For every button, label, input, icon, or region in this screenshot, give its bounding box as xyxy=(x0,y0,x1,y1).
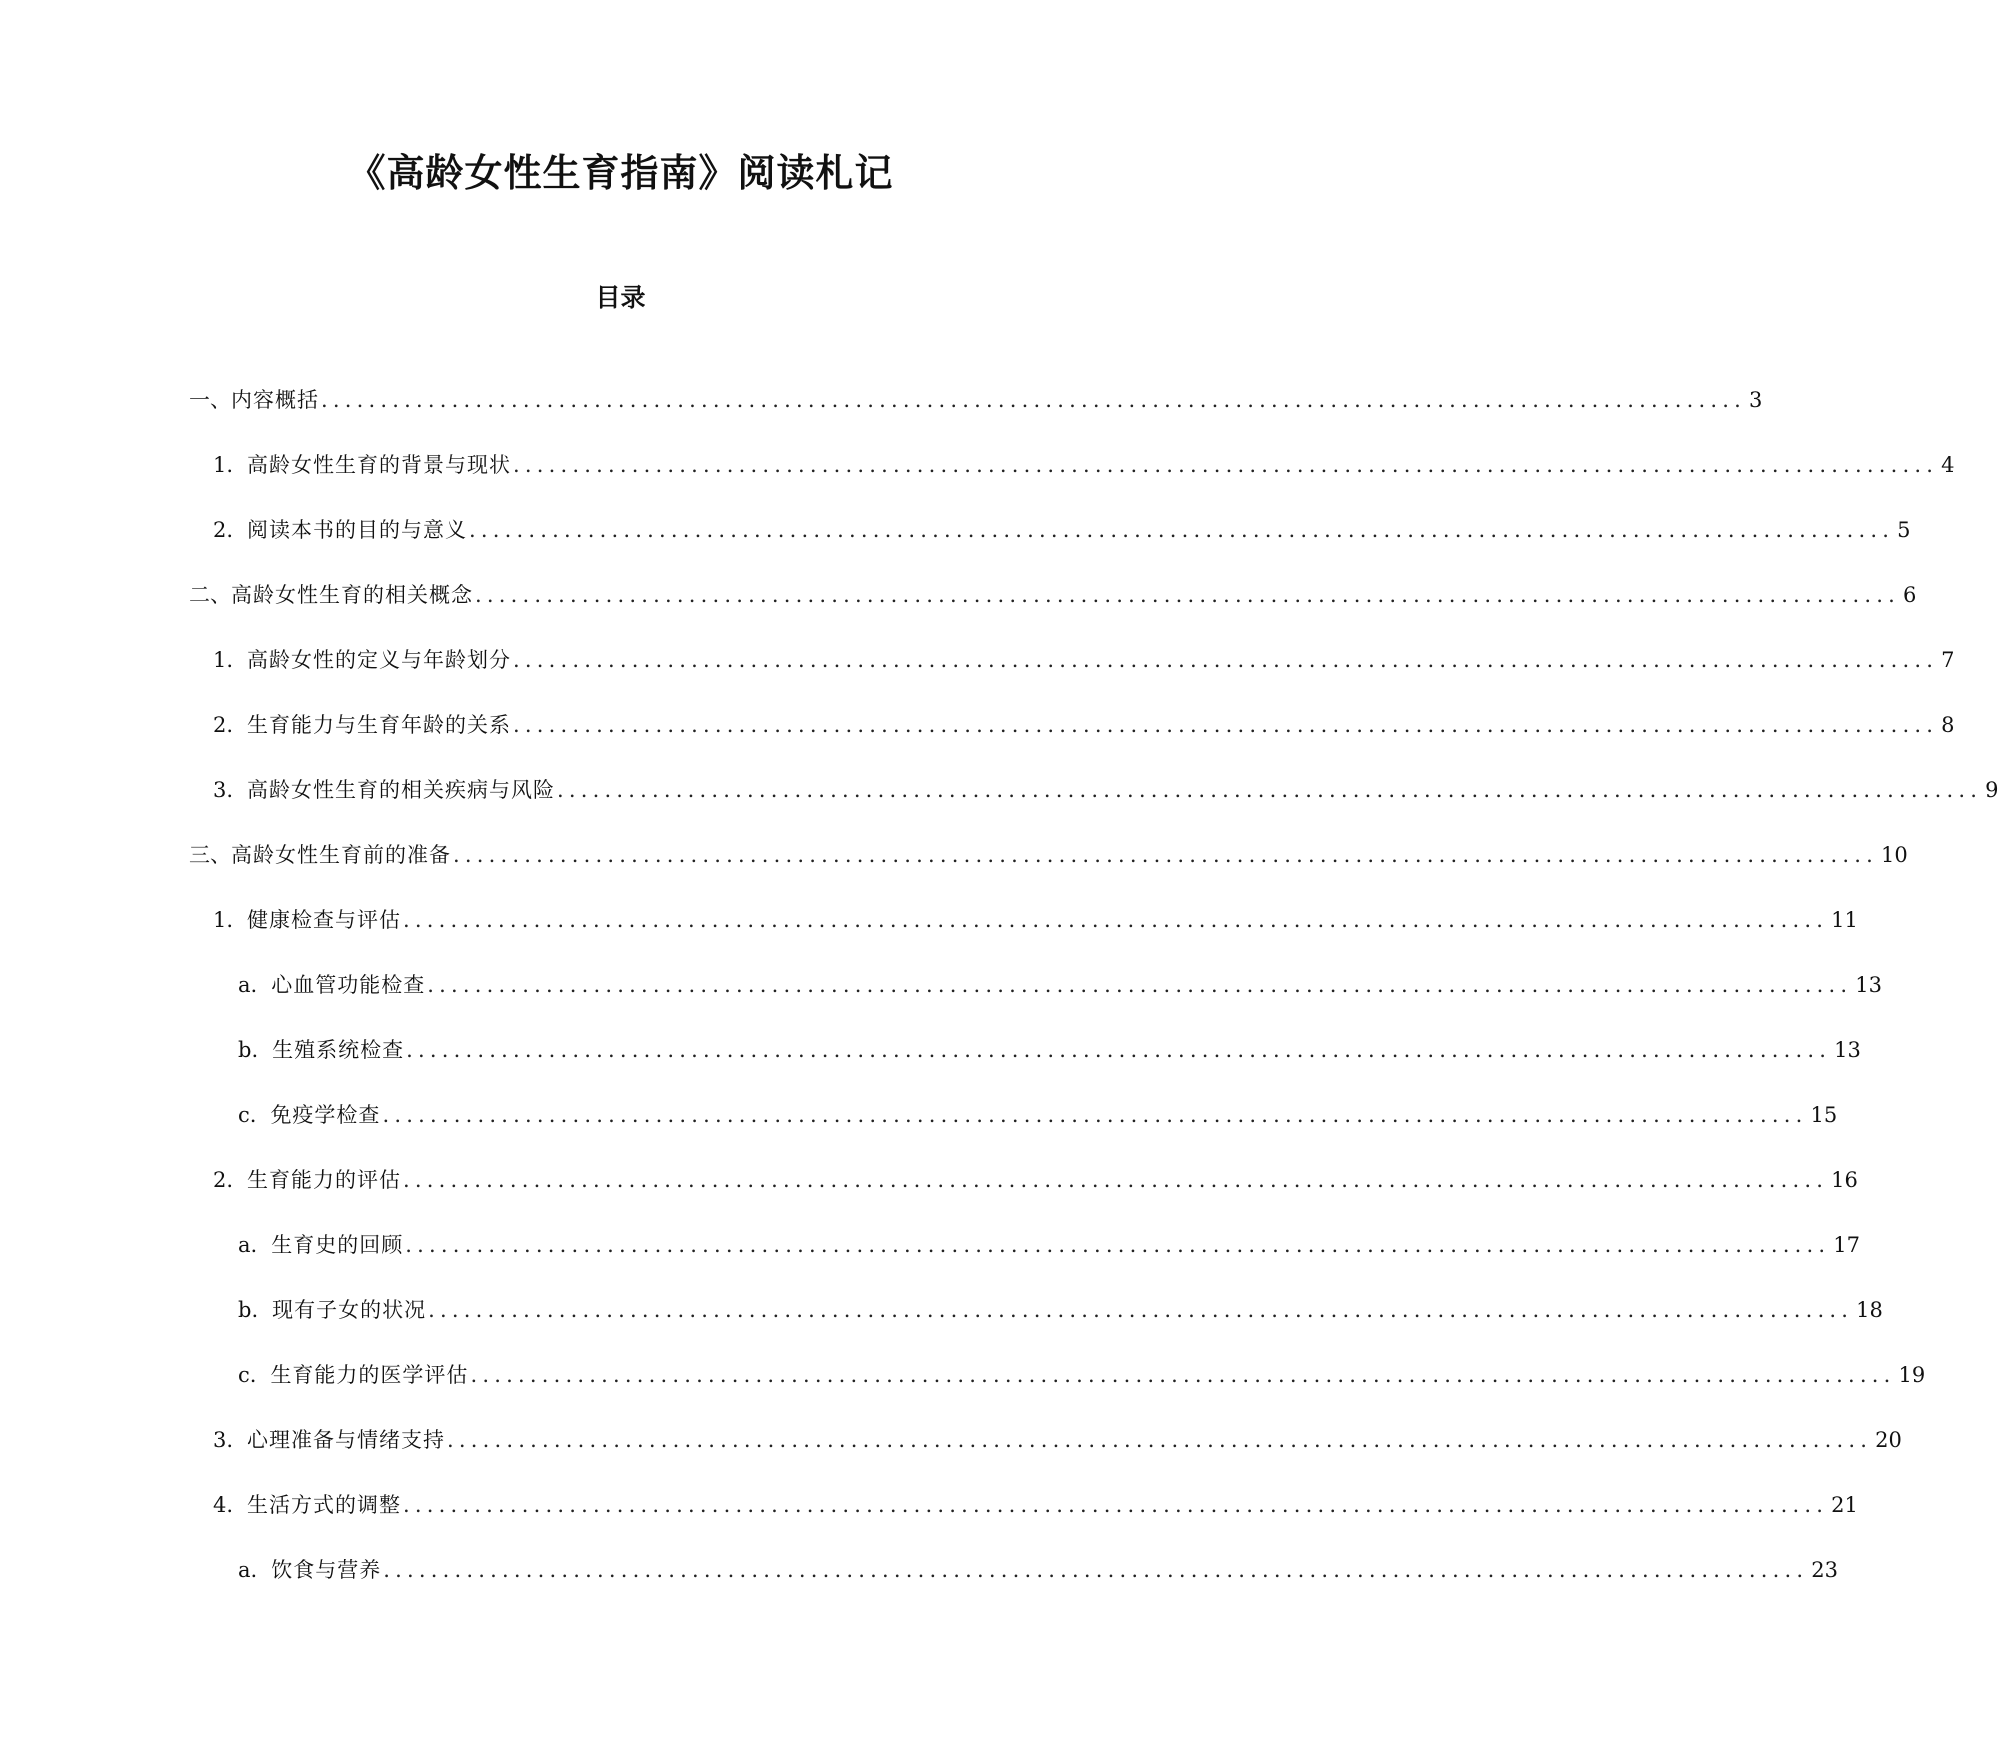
toc-dot-leader: ........................................................................................................................ xyxy=(403,908,1829,932)
toc-entry[interactable] xyxy=(238,1293,1883,1327)
toc-dot-leader: ........................................................................................................................ xyxy=(475,583,1901,607)
toc-entry-page: 11 xyxy=(1831,908,1858,932)
toc-entry-marker: 3. xyxy=(213,1428,234,1452)
toc-entry-page: 23 xyxy=(1811,1558,1838,1582)
toc-entry[interactable] xyxy=(213,708,1955,742)
toc-entry-page: 13 xyxy=(1834,1038,1861,1062)
toc-dot-leader: ........................................................................................................................ xyxy=(469,518,1895,542)
toc-dot-leader: ........................................................................................................................ xyxy=(403,1493,1829,1517)
toc-entry-page: 19 xyxy=(1898,1363,1926,1387)
toc-entry-marker: a. xyxy=(238,1233,258,1257)
toc-dot-leader: ........................................................................................................................ xyxy=(447,1428,1873,1452)
toc-dot-leader: ........................................................................................................................ xyxy=(428,1298,1854,1322)
toc-dot-leader: ........................................................................................................................ xyxy=(453,843,1879,867)
toc-entry[interactable] xyxy=(213,1423,1902,1457)
toc-entry-text: 高龄女性生育的相关概念 xyxy=(231,583,473,607)
toc-entry-text: 现有子女的状况 xyxy=(272,1298,427,1322)
toc-entry-text: 内容概括 xyxy=(231,388,319,412)
toc-entry-marker: a. xyxy=(238,973,258,997)
toc-entry-marker: 1. xyxy=(213,453,234,477)
toc-entry-page: 10 xyxy=(1881,843,1908,867)
toc-dot-leader: ........................................................................................................................ xyxy=(405,1233,1831,1257)
toc-entry-text: 生育能力的医学评估 xyxy=(270,1363,469,1387)
toc-dot-leader: ........................................................................................................................ xyxy=(557,778,1983,802)
toc-entry-page: 3 xyxy=(1749,388,1763,412)
toc-entry-page: 16 xyxy=(1831,1168,1858,1192)
toc-entry-text: 生活方式的调整 xyxy=(247,1493,402,1517)
toc-entry-marker: b. xyxy=(238,1298,259,1322)
toc-entry[interactable] xyxy=(213,513,1911,547)
toc-dot-leader: ........................................................................................................................ xyxy=(513,713,1939,737)
toc-entry[interactable] xyxy=(238,1033,1861,1067)
toc-entry-marker: 一、 xyxy=(189,388,231,412)
toc-entry[interactable] xyxy=(238,1553,1838,1587)
toc-entry[interactable] xyxy=(213,1163,1858,1197)
toc-entry[interactable] xyxy=(238,1358,1926,1392)
toc-entry[interactable] xyxy=(189,383,1763,417)
toc-entry-text: 健康检查与评估 xyxy=(247,908,402,932)
toc-entry-text: 饮食与营养 xyxy=(271,1558,382,1582)
toc-entry-page: 7 xyxy=(1941,648,1955,672)
toc-entry-text: 心血管功能检查 xyxy=(271,973,426,997)
toc-entry-page: 8 xyxy=(1941,713,1955,737)
toc-entry-page: 9 xyxy=(1985,778,1998,802)
toc-entry-marker: b. xyxy=(238,1038,259,1062)
toc-entry-marker: 1. xyxy=(213,648,234,672)
toc-entry[interactable] xyxy=(238,968,1882,1002)
toc-entry[interactable] xyxy=(213,448,1955,482)
toc-entry-page: 6 xyxy=(1903,583,1917,607)
toc-entry-text: 高龄女性生育的相关疾病与风险 xyxy=(247,778,556,802)
toc-entry[interactable] xyxy=(238,1228,1860,1262)
toc-entry[interactable] xyxy=(213,773,1998,807)
toc-entry-page: 15 xyxy=(1810,1103,1838,1127)
toc-entry-page: 13 xyxy=(1855,973,1882,997)
toc-entry-marker: a. xyxy=(238,1558,258,1582)
toc-entry[interactable] xyxy=(213,1488,1858,1522)
toc-entry-text: 高龄女性生育的背景与现状 xyxy=(247,453,512,477)
toc-entry-page: 5 xyxy=(1897,518,1911,542)
toc-entry-marker: 三、 xyxy=(189,843,231,867)
toc-entry-marker: 2. xyxy=(213,1168,234,1192)
toc-entry-text: 高龄女性生育前的准备 xyxy=(231,843,451,867)
toc-entry[interactable] xyxy=(213,643,1955,677)
toc-entry-text: 生育能力与生育年龄的关系 xyxy=(247,713,512,737)
toc-entry-page: 21 xyxy=(1831,1493,1858,1517)
toc-entry-text: 生育能力的评估 xyxy=(247,1168,402,1192)
toc-dot-leader: ........................................................................................................................ xyxy=(403,1168,1829,1192)
toc-entry-marker: 1. xyxy=(213,908,234,932)
toc-entry-page: 20 xyxy=(1875,1428,1902,1452)
toc-entry-marker: 二、 xyxy=(189,583,231,607)
toc-entry[interactable] xyxy=(189,578,1917,612)
toc-dot-leader: ........................................................................................................................ xyxy=(427,973,1853,997)
toc-dot-leader: ........................................................................................................................ xyxy=(513,648,1939,672)
toc-entry-marker: c. xyxy=(238,1103,257,1127)
toc-dot-leader: ........................................................................................................................ xyxy=(383,1558,1809,1582)
toc-entry-page: 4 xyxy=(1941,453,1955,477)
toc-dot-leader: ........................................................................................................................ xyxy=(321,388,1747,412)
toc-heading: 目录 xyxy=(595,283,646,312)
document-title: 《高龄女性生育指南》阅读札记 xyxy=(347,150,894,195)
toc-entry-marker: 2. xyxy=(213,518,234,542)
toc-entry[interactable] xyxy=(238,1098,1838,1132)
toc-entry-marker: 4. xyxy=(213,1493,234,1517)
toc-entry[interactable] xyxy=(189,838,1908,872)
toc-dot-leader: ........................................................................................................................ xyxy=(406,1038,1832,1062)
toc-entry-text: 阅读本书的目的与意义 xyxy=(247,518,468,542)
toc-entry-marker: 2. xyxy=(213,713,234,737)
toc-entry-text: 心理准备与情绪支持 xyxy=(247,1428,446,1452)
toc-entry-text: 免疫学检查 xyxy=(270,1103,381,1127)
toc-entry[interactable] xyxy=(213,903,1858,937)
toc-entry-marker: c. xyxy=(238,1363,257,1387)
toc-dot-leader: ........................................................................................................................ xyxy=(513,453,1939,477)
toc-entry-page: 17 xyxy=(1833,1233,1860,1257)
toc-entry-page: 18 xyxy=(1856,1298,1883,1322)
toc-entry-text: 高龄女性的定义与年龄划分 xyxy=(247,648,512,672)
toc-entry-marker: 3. xyxy=(213,778,234,802)
toc-dot-leader: ........................................................................................................................ xyxy=(382,1103,1808,1127)
toc-dot-leader: ........................................................................................................................ xyxy=(470,1363,1896,1387)
toc-entry-text: 生育史的回顾 xyxy=(271,1233,404,1257)
toc-entry-text: 生殖系统检查 xyxy=(272,1038,405,1062)
